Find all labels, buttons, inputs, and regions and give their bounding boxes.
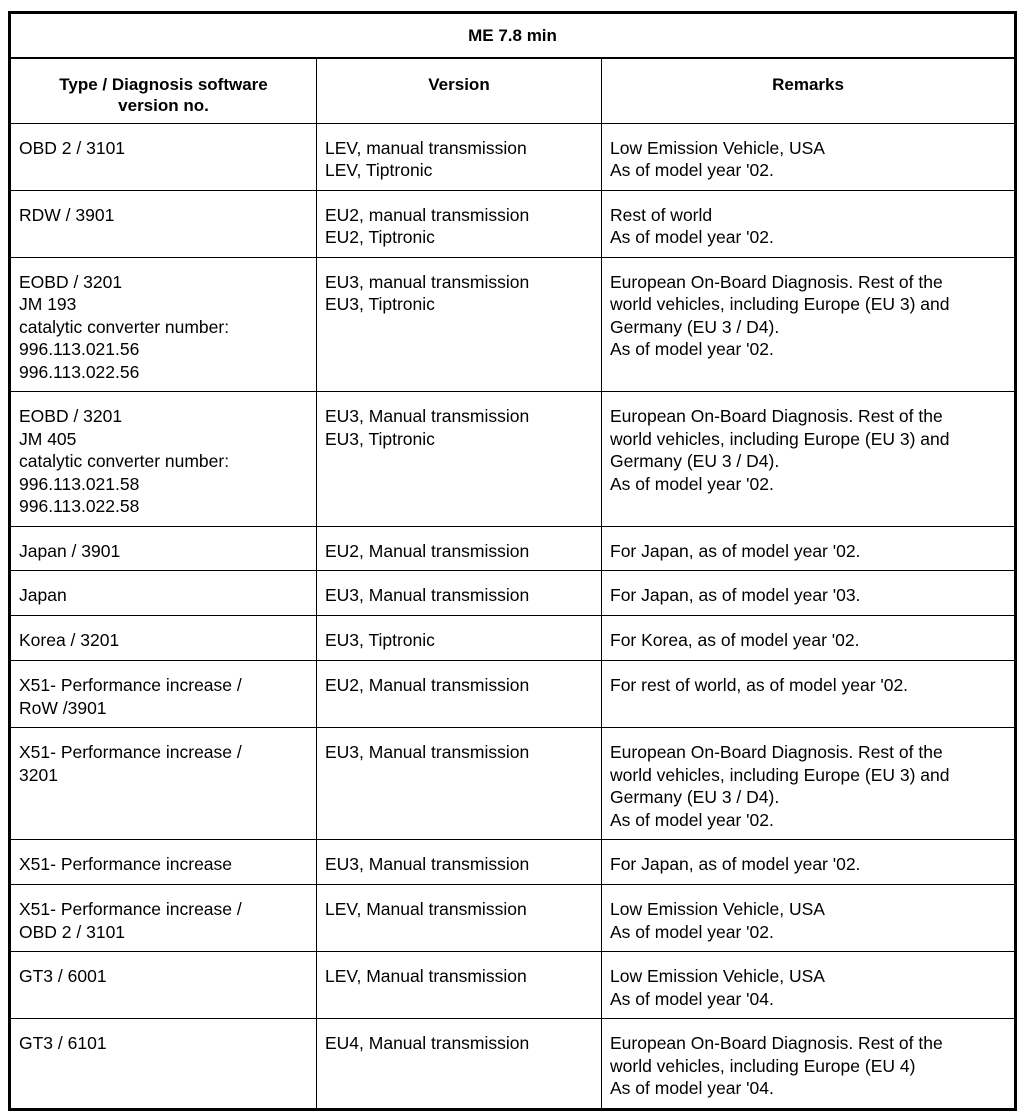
remarks-line: As of model year '04.: [610, 1078, 774, 1098]
cell-remarks: [602, 190, 1016, 257]
remarks-line: For Japan, as of model year '02.: [610, 540, 861, 561]
version-line: LEV, manual transmission: [325, 137, 527, 158]
cell-type: [10, 257, 317, 392]
remarks-line: European On-Board Diagnosis. Rest of the: [610, 406, 943, 426]
header-type-line-2: version no.: [118, 96, 209, 115]
remarks-line: Germany (EU 3 / D4).: [610, 316, 780, 337]
version-line: EU3, Tiptronic: [325, 630, 435, 650]
type-line: Korea / 3201: [19, 630, 120, 650]
version-line: LEV, Manual transmission: [325, 966, 527, 986]
table-row: [10, 616, 1016, 661]
cell-type: [10, 1019, 317, 1110]
table-title: ME 7.8 min: [10, 13, 1016, 59]
ecu-version-table: [8, 11, 1017, 1111]
cell-remarks: [602, 885, 1016, 952]
cell-type: [10, 952, 317, 1019]
table-row: [10, 257, 1016, 392]
type-line: 3201: [19, 764, 58, 785]
type-line: X51- Performance increase: [19, 854, 233, 874]
type-line: GT3 / 6101: [19, 1033, 107, 1053]
version-line: EU3, Manual transmission: [325, 585, 530, 605]
type-line: EOBD / 3201: [19, 271, 123, 292]
cell-version: [317, 952, 602, 1019]
remarks-line: European On-Board Diagnosis. Rest of the: [610, 271, 943, 292]
cell-version: [317, 840, 602, 885]
remarks-line: world vehicles, including Europe (EU 3) and: [610, 294, 950, 314]
table-row: [10, 190, 1016, 257]
cell-version: [317, 728, 602, 840]
remarks-line: As of model year '02.: [610, 339, 774, 359]
version-line: EU2, Tiptronic: [325, 227, 435, 247]
cell-type: [10, 526, 317, 571]
cell-remarks: [602, 1019, 1016, 1110]
type-line: 996.113.021.58: [19, 473, 140, 494]
cell-version: [317, 123, 602, 190]
table-row: [10, 123, 1016, 190]
cell-version: [317, 571, 602, 616]
table-row: [10, 952, 1016, 1019]
type-line: JM 405: [19, 428, 77, 449]
remarks-line: Low Emission Vehicle, USA: [610, 137, 825, 158]
remarks-line: European On-Board Diagnosis. Rest of the: [610, 1033, 943, 1053]
header-remarks: [602, 58, 1016, 123]
remarks-line: As of model year '04.: [610, 988, 774, 1009]
header-remarks-label: Remarks: [772, 75, 844, 94]
remarks-line: European On-Board Diagnosis. Rest of the: [610, 742, 943, 762]
table-row: [10, 571, 1016, 616]
type-line: RoW /3901: [19, 697, 107, 718]
version-line: EU3, Tiptronic: [325, 428, 435, 449]
table-row: [10, 661, 1016, 728]
header-version-label: Version: [428, 75, 490, 94]
type-line: OBD 2 / 3101: [19, 137, 126, 158]
table-header-row: [10, 58, 1016, 123]
type-line: JM 193: [19, 294, 77, 314]
remarks-line: For Korea, as of model year '02.: [610, 630, 860, 650]
header-type-line-1: Type / Diagnosis software: [59, 75, 268, 94]
type-line: catalytic converter number:: [19, 316, 230, 337]
table-title-row: [10, 13, 1016, 59]
version-line: EU3, Manual transmission: [325, 406, 530, 426]
cell-type: [10, 571, 317, 616]
cell-type: [10, 392, 317, 527]
table-row: [10, 728, 1016, 840]
remarks-line: Germany (EU 3 / D4).: [610, 451, 780, 471]
table-row: [10, 526, 1016, 571]
cell-version: [317, 392, 602, 527]
remarks-line: Low Emission Vehicle, USA: [610, 899, 825, 919]
cell-version: [317, 616, 602, 661]
type-line: X51- Performance increase /: [19, 675, 242, 695]
remarks-line: Low Emission Vehicle, USA: [610, 966, 825, 986]
type-line: OBD 2 / 3101: [19, 921, 126, 942]
version-line: EU4, Manual transmission: [325, 1033, 530, 1053]
remarks-line: As of model year '02.: [610, 227, 774, 247]
version-line: EU2, Manual transmission: [325, 675, 530, 695]
table-row: [10, 1019, 1016, 1110]
type-line: RDW / 3901: [19, 204, 115, 225]
type-line: X51- Performance increase /: [19, 742, 242, 762]
cell-type: [10, 728, 317, 840]
cell-type: [10, 885, 317, 952]
cell-remarks: [602, 952, 1016, 1019]
table-body: [10, 123, 1016, 1109]
cell-type: [10, 616, 317, 661]
version-line: EU3, Manual transmission: [325, 854, 530, 874]
cell-type: [10, 123, 317, 190]
version-line: EU2, manual transmission: [325, 204, 530, 225]
remarks-line: For Japan, as of model year '03.: [610, 585, 861, 605]
header-type: [10, 58, 317, 123]
version-line: LEV, Tiptronic: [325, 160, 433, 180]
remarks-line: Rest of world: [610, 204, 713, 225]
cell-remarks: [602, 257, 1016, 392]
cell-version: [317, 190, 602, 257]
type-line: X51- Performance increase /: [19, 899, 242, 919]
type-line: GT3 / 6001: [19, 966, 107, 986]
type-line: 996.113.021.56: [19, 339, 140, 359]
type-line: 996.113.022.58: [19, 496, 140, 516]
table-row: [10, 392, 1016, 527]
cell-remarks: [602, 616, 1016, 661]
cell-remarks: [602, 123, 1016, 190]
remarks-line: As of model year '02.: [610, 473, 774, 494]
table-row: [10, 840, 1016, 885]
table-row: [10, 885, 1016, 952]
cell-type: [10, 840, 317, 885]
type-line: catalytic converter number:: [19, 451, 230, 471]
remarks-line: As of model year '02.: [610, 921, 774, 942]
cell-version: [317, 1019, 602, 1110]
version-line: EU3, Manual transmission: [325, 742, 530, 762]
version-line: EU3, Tiptronic: [325, 294, 435, 314]
cell-remarks: [602, 728, 1016, 840]
remarks-line: Germany (EU 3 / D4).: [610, 787, 780, 807]
cell-type: [10, 661, 317, 728]
remarks-line: For rest of world, as of model year '02.: [610, 675, 909, 695]
remarks-line: As of model year '02.: [610, 809, 774, 830]
remarks-line: world vehicles, including Europe (EU 3) and: [610, 428, 950, 449]
remarks-line: world vehicles, including Europe (EU 4): [610, 1055, 916, 1076]
cell-version: [317, 257, 602, 392]
cell-remarks: [602, 571, 1016, 616]
type-line: Japan: [19, 585, 67, 605]
type-line: Japan / 3901: [19, 540, 121, 561]
type-line: EOBD / 3201: [19, 406, 123, 426]
cell-remarks: [602, 661, 1016, 728]
remarks-line: As of model year '02.: [610, 160, 774, 180]
header-version: [317, 58, 602, 123]
type-line: 996.113.022.56: [19, 361, 140, 382]
cell-type: [10, 190, 317, 257]
cell-version: [317, 526, 602, 571]
version-line: EU3, manual transmission: [325, 271, 530, 292]
remarks-line: For Japan, as of model year '02.: [610, 854, 861, 874]
cell-version: [317, 885, 602, 952]
cell-version: [317, 661, 602, 728]
cell-remarks: [602, 526, 1016, 571]
cell-remarks: [602, 392, 1016, 527]
cell-remarks: [602, 840, 1016, 885]
version-line: LEV, Manual transmission: [325, 899, 527, 919]
remarks-line: world vehicles, including Europe (EU 3) and: [610, 764, 950, 785]
version-line: EU2, Manual transmission: [325, 540, 530, 561]
